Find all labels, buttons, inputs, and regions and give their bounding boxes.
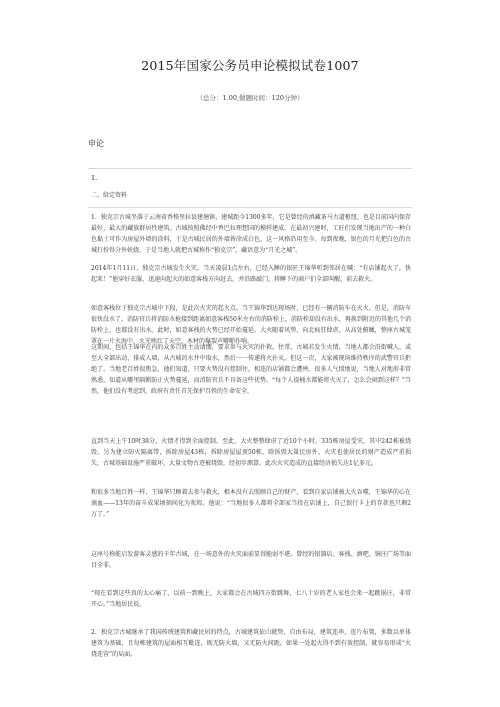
exam-meta: （总分：1.00,做题时间：120分钟） bbox=[196, 94, 304, 102]
paragraph: 2014年1月11日，独克宗古城发生火灾。当天凌晨1点左右，已经入睡的银匠王锦华听到邻居在喊：“有店铺起火了，快起来！”他穿好衣服，迅速向起火的如意客栈方向赶去，并沿路敲门，将睡下的商户们全部叫醒，前去救火。 bbox=[91, 265, 411, 283]
material-heading: 二、给定资料 bbox=[91, 192, 128, 199]
question-number: 1. bbox=[91, 174, 98, 182]
paragraph: “现在看到这些真的太心痛了，以前一到晚上，大家都会在古城四方街跳舞，七八十岁的老人家也会来一起跳锅庄，非常开心。”当地居民说。 bbox=[91, 590, 411, 608]
paragraph: 1．独克宗古城坐落于云南省香格里拉县建塘镇，建城距今1300多年，它是曾经的滇藏茶马古道枢纽，也是目前国内保存最好、最大的藏族群居性建筑。古城按照佛经中香巴拉理想国的模样建成。在最初兴建时，工匠们发现当地出产的一种白色黏土可作为房屋外墙的涂料，于是古城民居的外墙皆涂成白色，这一风格沿用至今。每到夜晚，银色的月光把白色的古城打扮得分外妖娆，于是当地人就把古城称作“独克宗”，藏语意为“月光之城”。 bbox=[91, 214, 411, 254]
divider bbox=[88, 168, 412, 169]
paragraph: 这座号称能启发游客灵感的千年古城，在一场意外的火灾面前显得脆弱不堪。曾经的银器店、客栈、酒吧、铜庄广场等面目全非。 bbox=[91, 551, 411, 569]
document-title: 2015年国家公务员申论模拟试卷1007 bbox=[141, 58, 359, 73]
paragraph: 这期间，包括王锦华在内的众多百姓主动请缨，要求参与火灾的扑救。往常，古城若发生火情，当地人都会沿街喊人，或至大全部出动，排成人墙，从古城的水井中取水，然后一一传递将火扑灭。但这一次，大家被现场维持秩序的武警官兵拒绝了。当地老百姓很焦急，他们知道，只要火势没有控制住，相连的店铺都会遭殃。很多人气愤地说，当地人对地形非常熟悉，知道从哪里隔断防止火势蔓延，而消防官兵不具备这些优势。“每个人提桶水都能将火灭了，怎么会闹到这样？”当然，他们没有考虑到，政府有责任首先保护百姓的生命安全。 bbox=[91, 344, 411, 395]
divider bbox=[88, 207, 412, 208]
section-heading: 申论 bbox=[88, 139, 104, 148]
paragraph: 如意客栈位于独克宗古城中下段，是此次火灾的起火点。当王锦华到达现场时，已经有一辆消防车在灭火。但是，消防车很快没水了。消防官兵将消防水枪接到距离如意客栈50米左右的消防栓上，消防栓却没有出水，再换到附近的其他几个消防栓上，也都没有出水。此时，如意客栈的火势已经开始蔓延。大火随着风势，向北疯狂肆虐。从高处俯瞰，整座古城笼罩在一片火海中，火光映红了天空，木材的爆裂声噼啪作响。 bbox=[91, 305, 411, 345]
paragraph: 和很多当地百姓一样，王锦华只顾着去参与救火，根本没有去照顾自己的财产，看到自家店铺被大火吞噬，王锦华的心在滴血——13年的奋斗成果顷刻间化为灰烬。他说：“当地很多人都将全部家当投在店铺上，自己银行卡上的存款也只剩2万了。” bbox=[91, 489, 411, 518]
paragraph: 2．独克宗古城继承了我国传统建筑和藏民居的特点，古城建筑依山就势，自由布局，建筑连串，连片布置，多数以单体建筑为基础，且每栋建筑的屋面相互毗连，既无防火墙，又无防火间距，如果一处起火得不到有效控制，就容易形成“火烧连营”的局面。 bbox=[91, 629, 411, 658]
paragraph: 直到当天上午10时38分，火情才得到全面控制。至此，大火整整肆虐了近10个小时，335栋房屋受灾，其中242栋被烧毁。另为建立防火隔离带，拆除房屋43栋，拆除房屋屋顶50栋，除拆毁大量民房外，火灾也使居民的财产造成严重损失，古城基础设施严重破坏，大量文物古迹被烧毁，经初步测算，此次火灾造成的直接经济损失达1亿多元。 bbox=[91, 438, 411, 467]
